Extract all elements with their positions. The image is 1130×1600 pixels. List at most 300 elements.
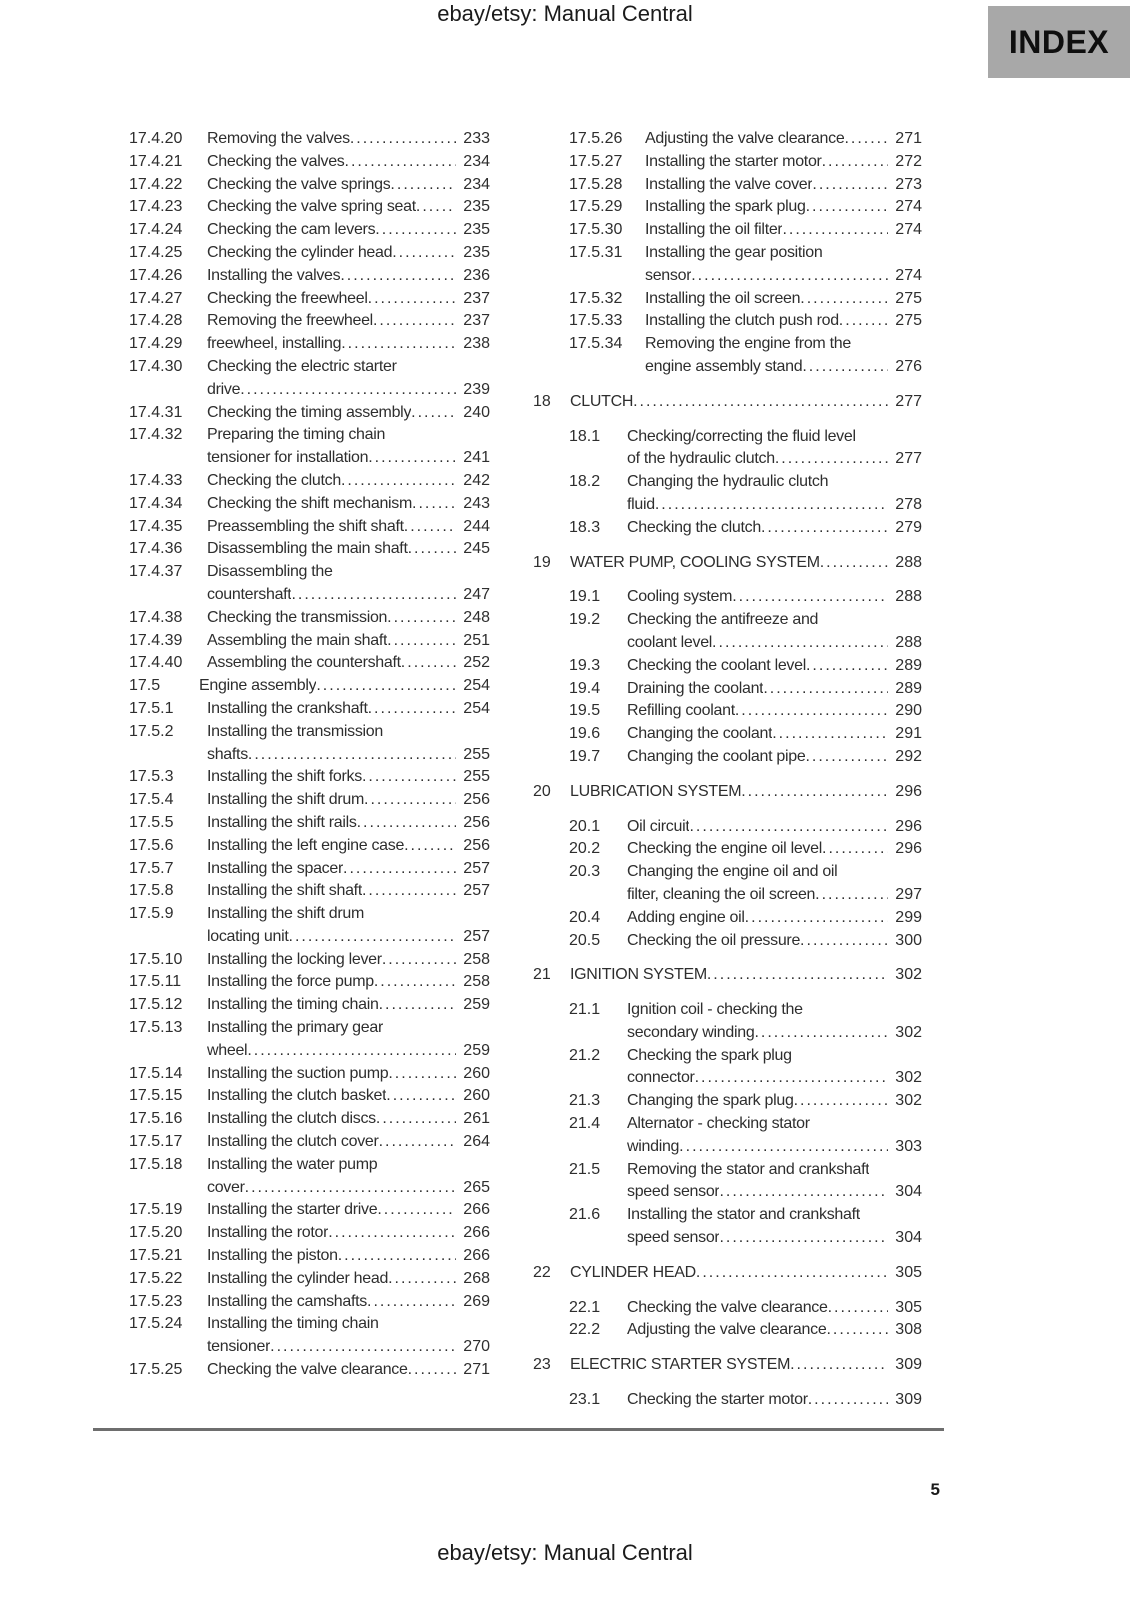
- toc-entry-number: 20.4: [569, 908, 601, 926]
- toc-entry-title: Installing the timing chain: [207, 996, 379, 1014]
- dot-leader: [775, 448, 888, 471]
- toc-entry: [533, 310, 922, 333]
- toc-entry-title: tensioner: [207, 1338, 271, 1356]
- toc-line: [129, 1108, 490, 1131]
- toc-entry: [129, 516, 490, 539]
- toc-line: [129, 903, 490, 926]
- dot-leader: [245, 1177, 456, 1200]
- toc-entry: [533, 655, 922, 678]
- dot-leader: [800, 288, 888, 311]
- toc-line: [129, 219, 490, 242]
- toc-entry-title: freewheel, installing: [207, 335, 342, 353]
- dot-leader: [350, 128, 456, 151]
- toc-entry-title: Adjusting the valve clearance: [627, 1321, 827, 1339]
- toc-section-header: [533, 964, 922, 987]
- toc-entry: [129, 880, 490, 903]
- toc-line: [533, 1204, 922, 1227]
- toc-entry-page: 252: [463, 654, 490, 672]
- toc-entry-page: 256: [463, 836, 490, 854]
- toc-entry-page: 236: [463, 266, 490, 284]
- toc-entry: [533, 1159, 922, 1205]
- toc-line: [533, 884, 922, 907]
- dot-leader: [368, 447, 456, 470]
- toc-entry: [533, 1113, 922, 1159]
- toc-entry: [129, 128, 490, 151]
- toc-entry-title: Installing the crankshaft: [207, 699, 368, 717]
- toc-entry-page: 233: [463, 130, 490, 147]
- toc-line: [533, 552, 922, 575]
- toc-entry-title: Installing the clutch push rod: [645, 312, 839, 330]
- toc-entry-page: 235: [463, 198, 490, 216]
- toc-line: [129, 265, 490, 288]
- toc-entry-title: IGNITION SYSTEM: [570, 966, 707, 984]
- toc-line: [533, 1297, 922, 1320]
- toc-entry-title: Installing the clutch discs: [207, 1110, 376, 1128]
- dot-leader: [387, 630, 456, 653]
- toc-line: [129, 721, 490, 744]
- toc-entry-page: 251: [463, 631, 490, 649]
- dot-leader: [270, 1336, 456, 1359]
- toc-line: [129, 789, 490, 812]
- toc-entry: [129, 470, 490, 493]
- toc-entry-number: 18.3: [569, 518, 601, 536]
- toc-entry-title: Checking/correcting the fluid level: [627, 427, 856, 445]
- toc-entry-page: 303: [895, 1137, 922, 1155]
- toc-entry-page: 271: [463, 1361, 490, 1379]
- toc-line: [129, 835, 490, 858]
- toc-entry-number: 17.5.6: [129, 836, 174, 854]
- toc-line: [533, 333, 922, 356]
- toc-entry-title: Installing the starter drive: [207, 1201, 378, 1219]
- dot-leader: [808, 1389, 888, 1412]
- toc-entry-number: 19.7: [569, 747, 601, 765]
- toc-entry: [129, 424, 490, 470]
- toc-entry-title: Checking the freewheel: [207, 289, 368, 307]
- dot-leader: [404, 516, 456, 539]
- toc-entry-title: speed sensor: [627, 1183, 720, 1201]
- toc-entry-number: 17.5.19: [129, 1201, 183, 1219]
- toc-entry-title: Installing the stator and crankshaft: [627, 1206, 860, 1224]
- toc-entry-number: 17.5.26: [569, 130, 623, 147]
- toc-entry-page: 274: [895, 198, 922, 216]
- toc-line: [129, 949, 490, 972]
- toc-line: [533, 632, 922, 655]
- toc-entry-title: Installing the starter motor: [645, 152, 822, 170]
- toc-entry-title: WATER PUMP, COOLING SYSTEM: [570, 553, 820, 571]
- toc-entry-title: Alternator - checking stator: [627, 1115, 810, 1133]
- toc-line: [129, 812, 490, 835]
- toc-line: [533, 1159, 922, 1182]
- toc-line: [129, 561, 490, 584]
- dot-leader: [343, 858, 456, 881]
- toc-entry-number: 17.5.12: [129, 996, 183, 1014]
- toc-line: [533, 781, 922, 804]
- toc-line: [533, 609, 922, 632]
- toc-entry-page: 302: [895, 1092, 922, 1110]
- toc-entry-number: 17.5.33: [569, 312, 623, 330]
- toc-entry-number: 22: [533, 1263, 551, 1281]
- dot-leader: [382, 949, 456, 972]
- toc-entry-page: 257: [463, 859, 490, 877]
- toc-entry-page: 288: [895, 633, 922, 651]
- toc-entry: [533, 1389, 922, 1412]
- dot-leader: [373, 310, 456, 333]
- toc-entry-number: 17.4.40: [129, 654, 183, 672]
- toc-entry: [533, 471, 922, 517]
- toc-line: [129, 858, 490, 881]
- toc-line: [533, 128, 922, 151]
- toc-line: [129, 1040, 490, 1063]
- toc-entry: [129, 994, 490, 1017]
- toc-line: [533, 356, 922, 379]
- dot-leader: [408, 538, 456, 561]
- toc-entry: [129, 1017, 490, 1063]
- dot-leader: [411, 402, 456, 425]
- toc-entry-page: 305: [895, 1263, 922, 1281]
- dot-leader: [815, 884, 888, 907]
- toc-entry: [129, 1063, 490, 1086]
- toc-entry-title: Adjusting the valve clearance: [645, 130, 845, 147]
- toc-entry: [129, 1291, 490, 1314]
- toc-entry-page: 266: [463, 1224, 490, 1242]
- toc-entry-page: 292: [895, 747, 922, 765]
- toc-entry-title: Checking the antifreeze and: [627, 611, 819, 629]
- toc-entry-number: 17.5.24: [129, 1315, 183, 1333]
- toc-entry-page: 305: [895, 1298, 922, 1316]
- toc-entry-title: Checking the engine oil level: [627, 840, 822, 858]
- dot-leader: [240, 379, 456, 402]
- toc-entry: [129, 971, 490, 994]
- toc-entry: [533, 678, 922, 701]
- toc-entry-number: 17.5.2: [129, 722, 174, 740]
- toc-entry-page: 290: [895, 702, 922, 720]
- toc-entry-page: 266: [463, 1247, 490, 1265]
- toc-line: [533, 838, 922, 861]
- toc-entry-title: Engine assembly: [199, 677, 317, 695]
- toc-entry: [533, 999, 922, 1045]
- toc-entry: [129, 766, 490, 789]
- toc-line: [533, 174, 922, 197]
- toc-line: [129, 424, 490, 447]
- page-number: 5: [930, 1480, 940, 1499]
- toc-entry-title: ELECTRIC STARTER SYSTEM: [570, 1356, 791, 1374]
- toc-entry-number: 17.5.5: [129, 813, 174, 831]
- toc-entry: [129, 333, 490, 356]
- toc-entry-title: Changing the coolant pipe: [627, 747, 806, 765]
- toc-line: [533, 426, 922, 449]
- toc-entry: [129, 949, 490, 972]
- toc-entry: [129, 1268, 490, 1291]
- toc-entry-title: Installing the spacer: [207, 859, 344, 877]
- toc-line: [533, 471, 922, 494]
- toc-entry-number: 17.4.22: [129, 175, 183, 193]
- toc-line: [129, 402, 490, 425]
- toc-line: [129, 310, 490, 333]
- toc-entry-title: Refilling coolant: [627, 702, 735, 720]
- toc-line: [129, 1245, 490, 1268]
- toc-entry-page: 254: [463, 699, 490, 717]
- toc-line: [129, 1291, 490, 1314]
- toc-line: [129, 971, 490, 994]
- toc-entry-title: Ignition coil - checking the: [627, 1001, 803, 1019]
- toc-entry-title: Checking the cylinder head: [207, 243, 393, 261]
- toc-line: [533, 723, 922, 746]
- dot-leader: [247, 1040, 456, 1063]
- toc-entry: [129, 265, 490, 288]
- toc-entry: [129, 607, 490, 630]
- toc-line: [129, 128, 490, 151]
- toc-line: [129, 1222, 490, 1245]
- toc-entry-title: Checking the clutch: [207, 471, 341, 489]
- toc-line: [129, 174, 490, 197]
- dot-leader: [828, 1297, 888, 1320]
- toc-entry-number: 17.5.4: [129, 791, 174, 809]
- toc-line: [533, 391, 922, 414]
- toc-entry: [533, 333, 922, 379]
- toc-line: [129, 880, 490, 903]
- toc-entry-title: Installing the timing chain: [207, 1315, 379, 1333]
- dot-leader: [367, 1291, 456, 1314]
- toc-entry-number: 17.5.21: [129, 1247, 183, 1265]
- toc-entry-page: 268: [463, 1269, 490, 1287]
- dot-leader: [338, 1245, 456, 1268]
- toc-entry-number: 18.1: [569, 427, 601, 445]
- toc-entry-title: Installing the valves: [207, 266, 341, 284]
- toc-entry-title: locating unit: [207, 927, 289, 945]
- toc-entry-number: 21: [533, 966, 551, 984]
- toc-entry-title: Installing the spark plug: [645, 198, 806, 216]
- toc-entry-number: 17.4.34: [129, 494, 183, 512]
- dot-leader: [800, 930, 888, 953]
- dot-leader: [735, 700, 888, 723]
- dot-leader: [404, 835, 456, 858]
- toc-line: [129, 1313, 490, 1336]
- dot-leader: [408, 1359, 456, 1382]
- dot-leader: [388, 1268, 456, 1291]
- toc-line: [129, 1336, 490, 1359]
- toc-entry-page: 274: [895, 221, 922, 239]
- index-badge: [988, 6, 1130, 78]
- toc-entry-title: Checking the oil pressure: [627, 931, 801, 949]
- toc-entry-page: 237: [463, 312, 490, 330]
- toc-entry-number: 17.4.35: [129, 517, 183, 535]
- toc-line: [129, 1199, 490, 1222]
- toc-entry-page: 238: [463, 335, 490, 353]
- toc-entry-number: 19.2: [569, 611, 601, 629]
- toc-entry-title: Checking the spark plug: [627, 1046, 792, 1064]
- toc-entry-title: Installing the left engine case: [207, 836, 405, 854]
- toc-entry-page: 240: [463, 403, 490, 421]
- index-badge-label: INDEX: [1008, 23, 1110, 60]
- toc-entry-page: 297: [895, 885, 922, 903]
- dot-leader: [790, 1354, 888, 1377]
- dot-leader: [820, 552, 888, 575]
- toc-entry: [129, 174, 490, 197]
- toc-entry: [533, 426, 922, 472]
- toc-entry-number: 23: [533, 1356, 551, 1374]
- dot-leader: [341, 333, 456, 356]
- dot-leader: [826, 1319, 888, 1342]
- toc-entry-title: Installing the shift shaft: [207, 882, 362, 900]
- dot-leader: [812, 174, 888, 197]
- toc-line: [129, 1085, 490, 1108]
- dot-leader: [374, 971, 456, 994]
- toc-entry-number: 17.5.28: [569, 175, 623, 193]
- toc-entry-title: Installing the oil filter: [645, 221, 783, 239]
- dot-leader: [291, 584, 456, 607]
- dot-leader: [316, 675, 456, 698]
- toc-line: [129, 1177, 490, 1200]
- toc-line: [533, 964, 922, 987]
- toc-entry-number: 21.1: [569, 1001, 601, 1019]
- toc-entry-title: wheel: [207, 1041, 248, 1059]
- toc-entry-title: engine assembly stand: [645, 357, 803, 375]
- toc-entry-number: 21.6: [569, 1206, 601, 1224]
- toc-entry: [533, 1204, 922, 1250]
- toc-line: [533, 1227, 922, 1250]
- toc-entry-page: 261: [463, 1110, 490, 1128]
- toc-entry-title: Removing the valves: [207, 130, 350, 147]
- dot-leader: [689, 816, 888, 839]
- dot-leader: [839, 310, 888, 333]
- toc-entry-page: 266: [463, 1201, 490, 1219]
- toc-entry: [533, 151, 922, 174]
- dot-leader: [362, 766, 456, 789]
- toc-line: [129, 744, 490, 767]
- toc-line: [129, 356, 490, 379]
- toc-entry-title: Checking the valve clearance: [627, 1298, 828, 1316]
- toc-entry-title: Checking the shift mechanism: [207, 494, 413, 512]
- toc-line: [533, 242, 922, 265]
- toc-line: [129, 607, 490, 630]
- toc-entry-number: 17.5.20: [129, 1224, 183, 1242]
- toc-entry-page: 239: [463, 380, 490, 398]
- dot-leader: [655, 494, 888, 517]
- toc-entry-title: connector: [627, 1069, 695, 1087]
- toc-entry-page: 254: [463, 677, 490, 695]
- toc-entry-title: of the hydraulic clutch: [627, 450, 775, 468]
- toc-entry-number: 19.1: [569, 588, 601, 606]
- dot-leader: [341, 470, 456, 493]
- toc-entry-number: 21.2: [569, 1046, 601, 1064]
- toc-line: [129, 447, 490, 470]
- toc-entry-page: 302: [895, 1023, 922, 1041]
- toc-entry-page: 258: [463, 973, 490, 991]
- toc-entry: [533, 907, 922, 930]
- toc-entry-title: Removing the stator and crankshaft: [627, 1160, 870, 1178]
- toc-entry-number: 17.4.26: [129, 266, 183, 284]
- toc-entry: [129, 402, 490, 425]
- toc-entry-title: CLUTCH: [570, 392, 634, 410]
- dot-leader: [368, 698, 456, 721]
- toc-entry-page: 277: [895, 392, 922, 410]
- toc-entry: [129, 356, 490, 402]
- toc-entry-title: Installing the clutch cover: [207, 1133, 379, 1151]
- toc-entry: [533, 586, 922, 609]
- toc-entry-number: 20.5: [569, 931, 601, 949]
- toc-entry-number: 22.2: [569, 1321, 601, 1339]
- toc-line: [533, 310, 922, 333]
- dot-leader: [387, 607, 456, 630]
- toc-entry: [129, 1085, 490, 1108]
- toc-entry: [129, 219, 490, 242]
- toc-entry-page: 308: [895, 1321, 922, 1339]
- toc-entry-number: 17.5.27: [569, 152, 623, 170]
- toc-line: [129, 1063, 490, 1086]
- toc-entry: [533, 723, 922, 746]
- toc-line: [129, 675, 490, 698]
- dot-leader: [289, 926, 457, 949]
- toc-line: [533, 196, 922, 219]
- toc-entry-page: 235: [463, 243, 490, 261]
- dot-leader: [386, 1085, 456, 1108]
- toc-entry-number: 19.3: [569, 656, 601, 674]
- toc-entry-title: Installing the suction pump: [207, 1064, 389, 1082]
- dot-leader: [376, 1108, 456, 1131]
- toc-line: [533, 219, 922, 242]
- toc-entry-page: 288: [895, 588, 922, 606]
- toc-entry-title: Installing the force pump: [207, 973, 374, 991]
- toc-entry-page: 248: [463, 608, 490, 626]
- toc-line: [129, 698, 490, 721]
- toc-entry: [533, 700, 922, 723]
- toc-entry-page: 265: [463, 1178, 490, 1196]
- toc-entry: [129, 288, 490, 311]
- toc-entry-number: 17.5.30: [569, 221, 623, 239]
- toc-entry-page: 278: [895, 495, 922, 513]
- toc-entry: [533, 1090, 922, 1113]
- toc-line: [129, 538, 490, 561]
- toc-entry: [129, 812, 490, 835]
- toc-entry-title: Disassembling the: [207, 563, 333, 581]
- toc-entry-page: 235: [463, 221, 490, 239]
- toc-entry-title: CYLINDER HEAD: [570, 1263, 696, 1281]
- toc-entry-title: Installing the piston: [207, 1247, 338, 1265]
- toc-line: [129, 242, 490, 265]
- toc-entry-number: 17.5.9: [129, 905, 174, 923]
- toc-entry-number: 17.4.39: [129, 631, 183, 649]
- dot-leader: [741, 781, 888, 804]
- toc-entry: [533, 838, 922, 861]
- dot-leader: [695, 1067, 888, 1090]
- toc-line: [533, 1389, 922, 1412]
- dot-leader: [633, 391, 888, 414]
- toc-entry-page: 299: [895, 908, 922, 926]
- toc-entry-number: 17.5.32: [569, 289, 623, 307]
- toc-line: [129, 1268, 490, 1291]
- toc-line: [533, 1045, 922, 1068]
- toc-entry: [129, 1245, 490, 1268]
- toc-entry: [129, 1154, 490, 1200]
- toc-entry-number: 21.5: [569, 1160, 601, 1178]
- toc-entry-title: Oil circuit: [627, 817, 690, 835]
- toc-entry-number: 18: [533, 392, 551, 410]
- toc-entry-page: 291: [895, 725, 922, 743]
- dot-leader: [328, 1222, 456, 1245]
- toc-entry-number: 19.4: [569, 679, 601, 697]
- toc-entry-title: Checking the clutch: [627, 518, 761, 536]
- toc-entry-number: 17.5.23: [129, 1292, 183, 1310]
- toc-entry-title: Checking the valve springs: [207, 175, 391, 193]
- toc-line: [129, 1154, 490, 1177]
- dot-leader: [416, 196, 456, 219]
- toc-entry-number: 17.5.13: [129, 1019, 183, 1037]
- dot-leader: [696, 1262, 888, 1285]
- toc-line: [533, 861, 922, 884]
- toc-line: [533, 1136, 922, 1159]
- toc-entry-title: Installing the rotor: [207, 1224, 329, 1242]
- toc-entry: [533, 609, 922, 655]
